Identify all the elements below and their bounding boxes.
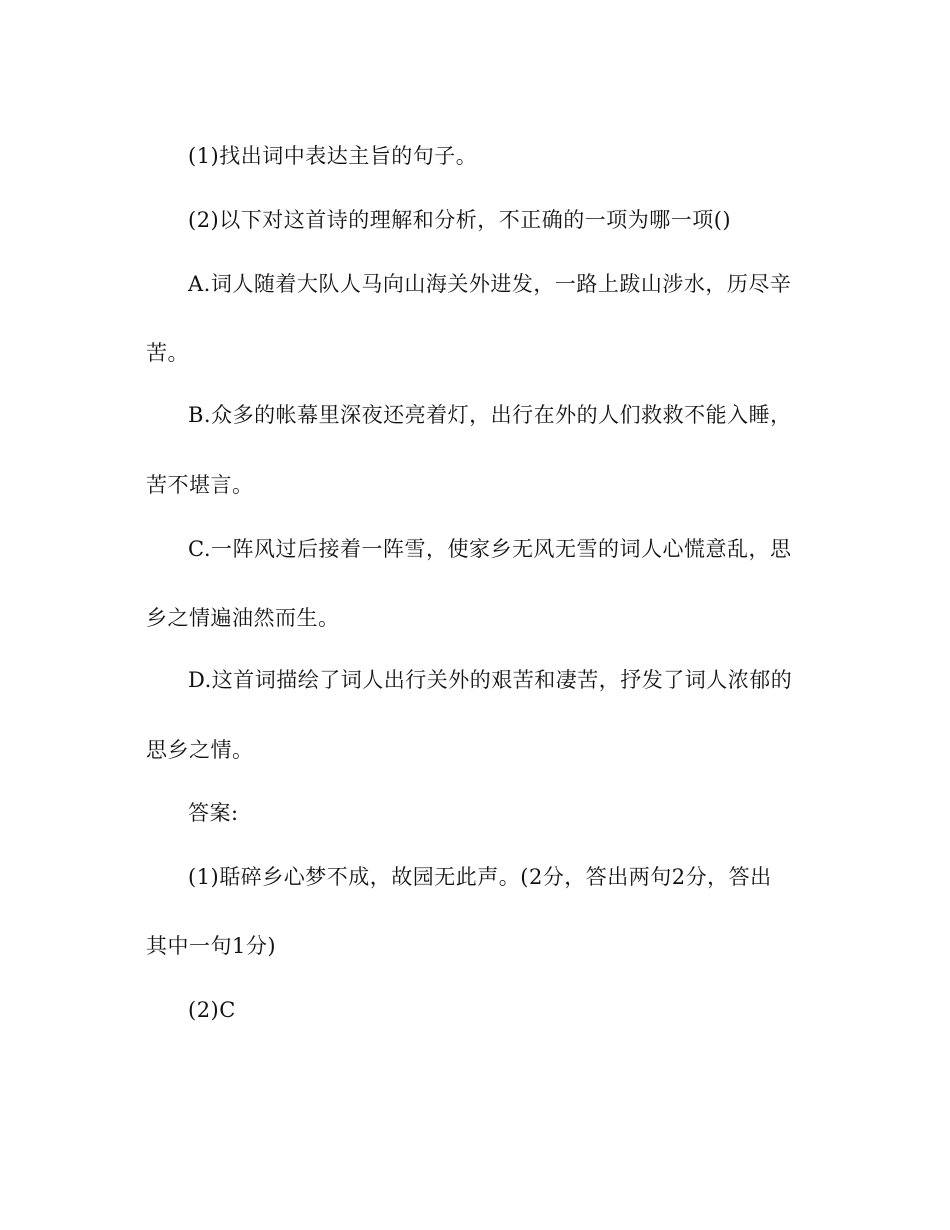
option-b-line-2: 苦不堪言。 [146, 473, 254, 497]
answer-2: (2)C [188, 998, 236, 1022]
option-d-line-2: 思乡之情。 [146, 738, 254, 762]
option-d-line-1: D.这首词描绘了词人出行关外的艰苦和凄苦，抒发了词人浓郁的 [188, 668, 793, 692]
answer-1-line-2: 其中一句1分) [146, 934, 277, 958]
option-b-line-1: B.众多的帐幕里深夜还亮着灯，出行在外的人们救救不能入睡， [188, 403, 792, 427]
option-c-line-2: 乡之情遍油然而生。 [146, 606, 340, 630]
option-a-line-2: 苦。 [146, 341, 189, 365]
answer-heading: 答案: [188, 801, 239, 825]
answer-1-line-1: (1)聒碎乡心梦不成，故园无此声。(2分，答出两句2分，答出 [188, 865, 772, 889]
option-a-line-1: A.词人随着大队人马向山海关外进发，一路上跋山涉水，历尽辛 [188, 272, 792, 296]
question-1: (1)找出词中表达主旨的句子。 [188, 144, 478, 168]
option-c-line-1: C.一阵风过后接着一阵雪，使家乡无风无雪的词人心慌意乱，思 [188, 537, 792, 561]
question-2: (2)以下对这首诗的理解和分析，不正确的一项为哪一项() [188, 208, 732, 232]
